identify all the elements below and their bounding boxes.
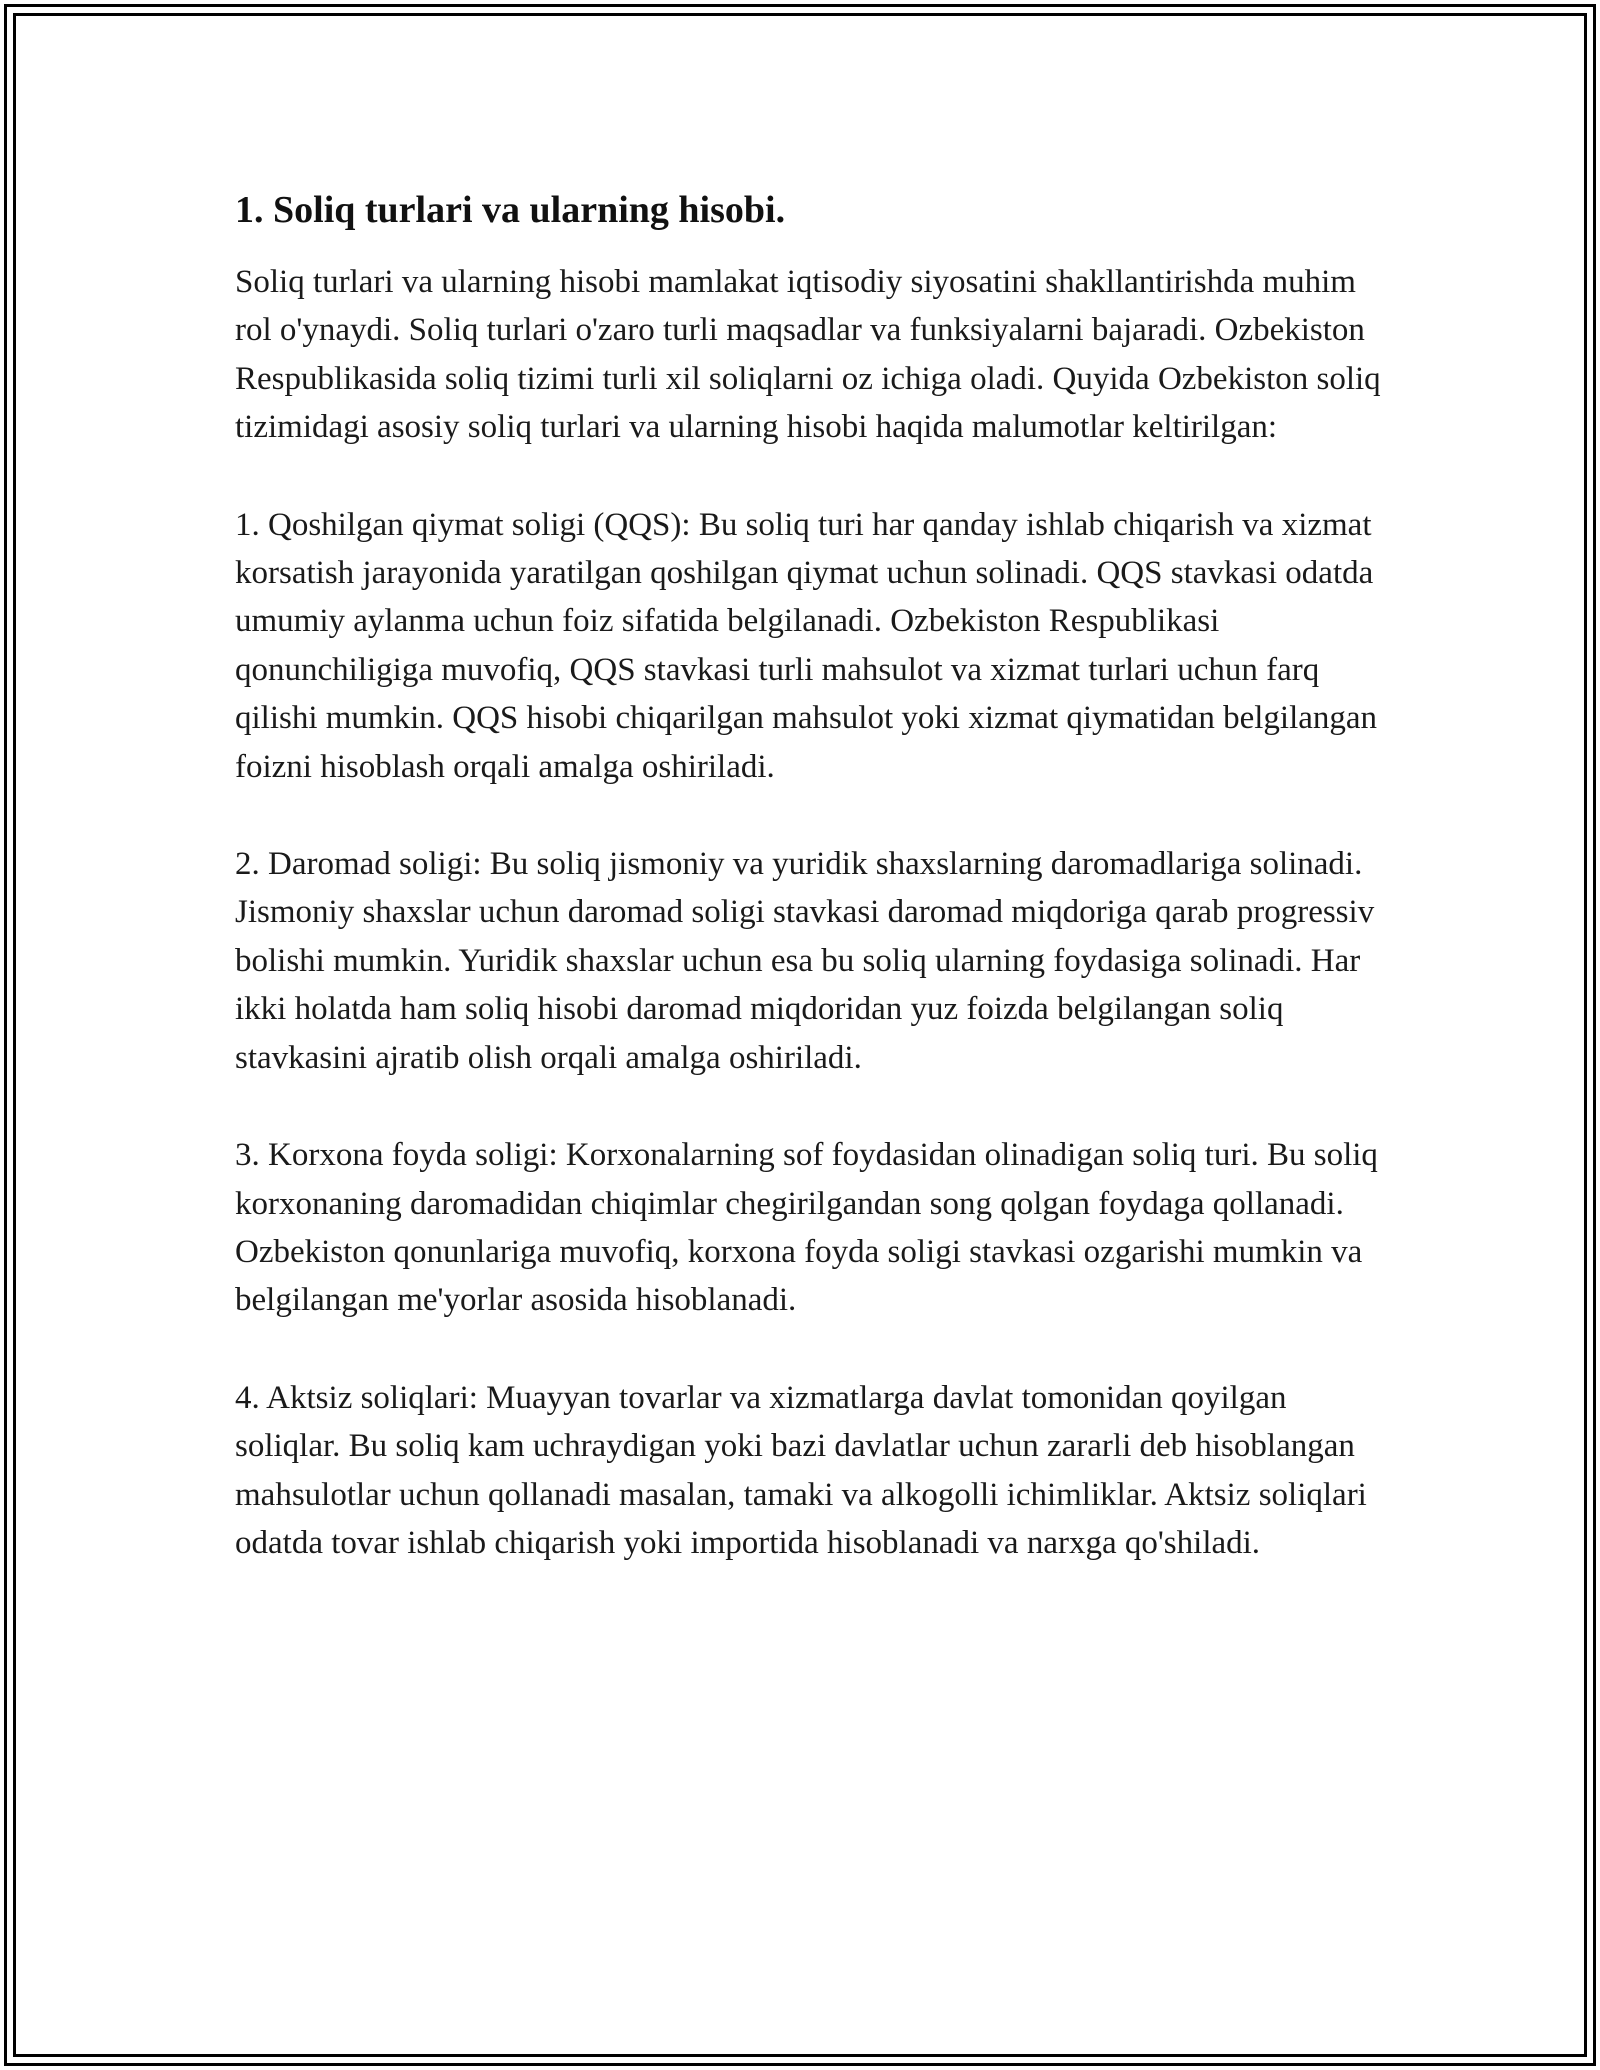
document-title: 1. Soliq turlari va ularning hisobi. xyxy=(235,189,786,231)
paragraph-excise-tax: 4. Aktsiz soliqlari: Muayyan tovarlar va xizmatlarga davlat tomonidan qoyilgan soliqlar. Bu soliq kam uchraydigan yoki bazi davlatlar uchun zararli deb hisoblangan mahsulotlar uchun qollanadi masalan, tamaki va alkogolli ichimliklar. Aktsiz soliqlari odatda tovar ishlab chiqarish yoki importida hisoblanadi va narxga qo'shiladi. xyxy=(235,1379,1367,1561)
document-body xyxy=(235,186,1385,1567)
paragraph-profit-tax: 3. Korxona foyda soligi: Korxonalarning sof foydasidan olinadigan soliq turi. Bu soliq korxonaning daromadidan chiqimlar chegirilgandan song qolgan foydaga qollanadi. Ozbekiston qonunlariga muvofiq, korxona foyda soligi stavkasi ozgarishi mumkin va belgilangan me'yorlar asosida hisoblanadi. xyxy=(235,1137,1378,1319)
paragraph-income-tax: 2. Daromad soligi: Bu soliq jismoniy va yuridik shaxslarning daromadlariga solinadi. Jismoniy shaxslar uchun daromad soligi stavkasi daromad miqdoriga qarab progressiv bolishi mumkin. Yuridik shaxslar uchun esa bu soliq ularning foydasiga solinadi. Har ikki holatda ham soliq hisobi daromad miqdoridan yuz foizda belgilangan soliq stavkasini ajratib olish orqali amalga oshiriladi. xyxy=(235,846,1375,1076)
paragraph-vat: 1. Qoshilgan qiymat soligi (QQS): Bu soliq turi har qanday ishlab chiqarish va xizmat korsatish jarayonida yaratilgan qoshilgan qiymat uchun solinadi. QQS stavkasi odatda umumiy aylanma uchun foiz sifatida belgilanadi. Ozbekiston Respublikasi qonunchiligiga muvofiq, QQS stavkasi turli mahsulot va xizmat turlari uchun farq qilishi mumkin. QQS hisobi chiqarilgan mahsulot yoki xizmat qiymatidan belgilangan foizni hisoblash orqali amalga oshiriladi. xyxy=(235,506,1378,785)
intro-paragraph: Soliq turlari va ularning hisobi mamlakat iqtisodiy siyosatini shakllantirishda muhim rol o'ynaydi. Soliq turlari o'zaro turli maqsadlar va funksiyalarni bajaradi. Ozbekiston Respublikasida soliq tizimi turli xil soliqlarni oz ichiga oladi. Quyida Ozbekiston soliq tizimidagi asosiy soliq turlari va ularning hisobi haqida malumotlar keltirilgan: xyxy=(235,264,1381,446)
